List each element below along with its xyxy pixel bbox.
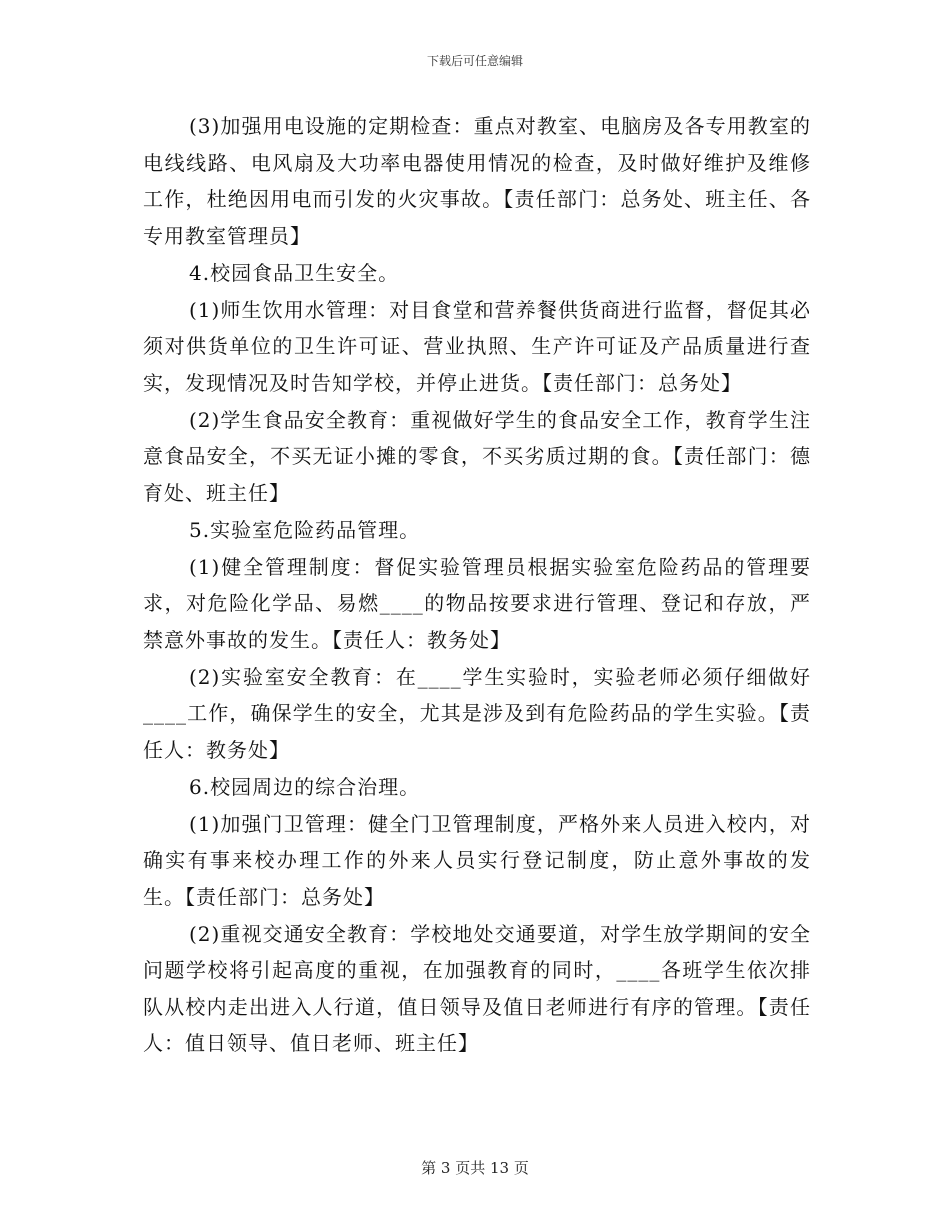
section-heading-6-campus-surroundings: 6.校园周边的综合治理。 — [189, 774, 421, 799]
paragraph-6-2-traffic-safety: (2)重视交通安全教育：学校地处交通要道，对学生放学期间的安全问题学校将引起高度的重视，在加强教育的同时，____各班学生依次排队从校内走出进入人行道，值日领导及值日老师进行有序的管理。【责任人：值日领导、值日老师、班主任】 — [143, 921, 811, 1055]
page-number-footer: 第 3 页共 13 页 — [421, 1159, 529, 1177]
section-heading-5-lab-chemicals: 5.实验室危险药品管理。 — [189, 517, 421, 542]
page-header-note: 下载后可任意编辑 — [426, 54, 523, 68]
paragraph-4-2-food-safety-education: (2)学生食品安全教育：重视做好学生的食品安全工作，教育学生注意食品安全，不买无证小摊的零食，不买劣质过期的食。【责任部门：德育处、班主任】 — [143, 407, 811, 505]
paragraph-5-2-lab-safety-education: (2)实验室安全教育：在____学生实验时，实验老师必须仔细做好____工作，确保学生的安全，尤其是涉及到有危险药品的学生实验。【责任人：教务处】 — [143, 664, 811, 762]
paragraph-3-3-electrical-inspection: (3)加强用电设施的定期检查：重点对教室、电脑房及各专用教室的电线线路、电风扇及大功率电器使用情况的检查，及时做好维护及维修工作，杜绝因用电而引发的火灾事故。【责任部门：总务处、班主任、各专用教室管理员】 — [143, 114, 811, 248]
section-heading-4-food-safety: 4.校园食品卫生安全。 — [189, 260, 400, 285]
paragraph-4-1-drinking-water: (1)师生饮用水管理：对目食堂和营养餐供货商进行监督，督促其必须对供货单位的卫生许可证、营业执照、生产许可证及产品质量进行查实，发现情况及时告知学校，并停止进货。【责任部门：总务处】 — [143, 297, 811, 395]
paragraph-5-1-management-system: (1)健全管理制度：督促实验管理员根据实验室危险药品的管理要求，对危险化学品、易燃____的物品按要求进行管理、登记和存放，严禁意外事故的发生。【责任人：教务处】 — [143, 554, 811, 652]
paragraph-6-1-gate-management: (1)加强门卫管理：健全门卫管理制度，严格外来人员进入校内，对确实有事来校办理工作的外来人员实行登记制度，防止意外事故的发生。【责任部门：总务处】 — [143, 811, 811, 909]
document-body — [143, 108, 811, 1062]
